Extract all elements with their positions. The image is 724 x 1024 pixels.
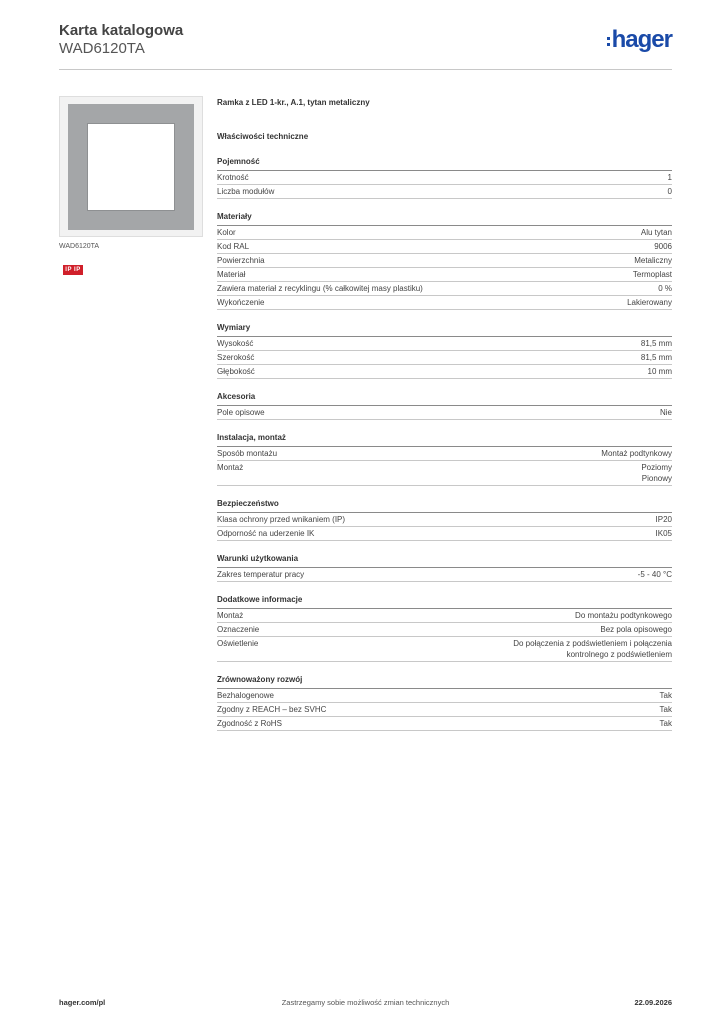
section-title: Akcesoria bbox=[217, 391, 672, 406]
spec-label: Wysokość bbox=[217, 339, 254, 348]
spec-value-line: Tak bbox=[659, 691, 672, 700]
spec-label: Oświetlenie bbox=[217, 639, 259, 648]
spec-value-line: Do połączenia z podświetleniem i połączenia bbox=[513, 639, 672, 648]
spec-row bbox=[217, 282, 672, 296]
spec-value-line: Pionowy bbox=[641, 474, 672, 483]
spec-value bbox=[634, 255, 672, 266]
section-title: Warunki użytkowania bbox=[217, 553, 672, 568]
spec-row bbox=[217, 527, 672, 541]
spec-label: Odporność na uderzenie IK bbox=[217, 529, 315, 538]
footer-website: hager.com/pl bbox=[59, 998, 106, 1007]
spec-label: Sposób montażu bbox=[217, 449, 278, 458]
section-title: Pojemność bbox=[217, 156, 672, 171]
spec-value bbox=[660, 690, 672, 701]
spec-label: Pole opisowe bbox=[217, 408, 265, 417]
spec-value bbox=[656, 514, 672, 525]
spec-value-line: Metaliczny bbox=[634, 256, 672, 265]
spec-value-line: 10 mm bbox=[647, 367, 672, 376]
spec-value bbox=[656, 528, 672, 539]
spec-row bbox=[217, 185, 672, 199]
spec-value-line: Termoplast bbox=[632, 270, 672, 279]
section-title: Bezpieczeństwo bbox=[217, 498, 672, 513]
spec-section bbox=[217, 391, 672, 420]
spec-value bbox=[627, 297, 672, 308]
spec-section bbox=[217, 498, 672, 541]
spec-row bbox=[217, 623, 672, 637]
hager-logo bbox=[607, 27, 672, 53]
spec-section bbox=[217, 211, 672, 310]
frame-outer bbox=[68, 104, 194, 230]
spec-row bbox=[217, 447, 672, 461]
spec-sections bbox=[217, 156, 672, 731]
spec-label: Zgodny z REACH – bez SVHC bbox=[217, 705, 327, 714]
spec-value-line: -5 - 40 °C bbox=[637, 570, 672, 579]
spec-value-line: Alu tytan bbox=[640, 228, 672, 237]
ip-rating-badge-icon: IP IP bbox=[63, 265, 83, 275]
logo-dots-icon bbox=[607, 37, 610, 46]
footer-date: 22.09.2026 bbox=[634, 998, 672, 1007]
spec-value bbox=[641, 227, 672, 238]
spec-label: Kod RAL bbox=[217, 242, 250, 251]
spec-label: Montaż bbox=[217, 611, 244, 620]
spec-value bbox=[660, 718, 672, 729]
spec-value bbox=[600, 624, 672, 635]
spec-label: Liczba modułów bbox=[217, 187, 275, 196]
spec-value bbox=[654, 241, 672, 252]
section-title: Instalacja, montaż bbox=[217, 432, 672, 447]
spec-value-line: Tak bbox=[659, 719, 672, 728]
spec-content bbox=[217, 96, 672, 731]
section-title: Wymiary bbox=[217, 322, 672, 337]
spec-value bbox=[575, 610, 672, 621]
page-header bbox=[59, 22, 672, 70]
spec-row bbox=[217, 296, 672, 310]
spec-label: Bezhalogenowe bbox=[217, 691, 274, 700]
spec-label: Wykończenie bbox=[217, 298, 265, 307]
spec-label: Głębokość bbox=[217, 367, 255, 376]
spec-value-line: Nie bbox=[659, 408, 672, 417]
spec-label: Zgodność z RoHS bbox=[217, 719, 282, 728]
spec-row bbox=[217, 689, 672, 703]
spec-row bbox=[217, 226, 672, 240]
spec-section bbox=[217, 674, 672, 731]
spec-row bbox=[217, 609, 672, 623]
spec-row bbox=[217, 406, 672, 420]
spec-value-line: Bez pola opisowego bbox=[600, 625, 672, 634]
spec-value-line: Montaż podtynkowy bbox=[601, 449, 672, 458]
product-image bbox=[59, 96, 203, 237]
spec-label: Materiał bbox=[217, 270, 246, 279]
document-title: Karta katalogowa bbox=[59, 22, 184, 39]
spec-row bbox=[217, 703, 672, 717]
spec-row bbox=[217, 568, 672, 582]
section-title: Dodatkowe informacje bbox=[217, 594, 672, 609]
spec-value bbox=[641, 352, 672, 363]
spec-value-line: 81,5 mm bbox=[640, 353, 672, 362]
spec-section bbox=[217, 553, 672, 582]
spec-row bbox=[217, 337, 672, 351]
product-name: Ramka z LED 1-kr., A.1, tytan metaliczny bbox=[217, 98, 370, 107]
spec-value-line: IK05 bbox=[655, 529, 672, 538]
spec-value bbox=[601, 448, 672, 459]
spec-value-line: Do montażu podtynkowego bbox=[575, 611, 672, 620]
spec-label: Klasa ochrony przed wnikaniem (IP) bbox=[217, 515, 346, 524]
spec-label: Oznaczenie bbox=[217, 625, 260, 634]
spec-value bbox=[633, 269, 672, 280]
spec-value-line: Tak bbox=[659, 705, 672, 714]
spec-row bbox=[217, 365, 672, 379]
spec-value-line: 81,5 mm bbox=[640, 339, 672, 348]
spec-row bbox=[217, 171, 672, 185]
spec-value-line: 9006 bbox=[654, 242, 672, 251]
spec-label: Powierzchnia bbox=[217, 256, 265, 265]
spec-row bbox=[217, 254, 672, 268]
spec-value bbox=[648, 366, 672, 377]
spec-section bbox=[217, 594, 672, 662]
properties-title: Właściwości techniczne bbox=[217, 132, 309, 141]
spec-value-line: 0 bbox=[667, 187, 672, 196]
logo-text: hager bbox=[611, 26, 672, 53]
spec-value bbox=[641, 462, 672, 484]
spec-value-line: kontrolnego z podświetleniem bbox=[566, 650, 672, 659]
spec-value-line: 1 bbox=[667, 173, 672, 182]
spec-value-line: IP20 bbox=[655, 515, 672, 524]
spec-label: Szerokość bbox=[217, 353, 255, 362]
spec-value bbox=[638, 569, 672, 580]
image-caption: WAD6120TA bbox=[59, 243, 100, 250]
spec-value bbox=[660, 704, 672, 715]
spec-row bbox=[217, 461, 672, 486]
spec-section bbox=[217, 432, 672, 486]
spec-value bbox=[641, 338, 672, 349]
spec-row bbox=[217, 268, 672, 282]
section-title: Zrównoważony rozwój bbox=[217, 674, 672, 689]
spec-row bbox=[217, 637, 672, 662]
spec-row bbox=[217, 351, 672, 365]
frame-inner bbox=[87, 123, 175, 211]
spec-label: Krotność bbox=[217, 173, 249, 182]
spec-value bbox=[658, 283, 672, 294]
spec-value bbox=[668, 172, 672, 183]
spec-value bbox=[660, 407, 672, 418]
footer-notice: Zastrzegamy sobie możliwość zmian technicznych bbox=[281, 998, 450, 1007]
spec-label: Montaż bbox=[217, 463, 244, 472]
spec-row bbox=[217, 513, 672, 527]
section-title: Materiały bbox=[217, 211, 672, 226]
spec-label: Zawiera materiał z recyklingu (% całkowitej masy plastiku) bbox=[217, 284, 423, 293]
spec-value-line: Poziomy bbox=[641, 463, 672, 472]
spec-value-line: Lakierowany bbox=[627, 298, 672, 307]
spec-section bbox=[217, 156, 672, 199]
spec-section bbox=[217, 322, 672, 379]
spec-value bbox=[668, 186, 672, 197]
spec-value bbox=[513, 638, 672, 660]
spec-row bbox=[217, 240, 672, 254]
spec-row bbox=[217, 717, 672, 731]
spec-label: Kolor bbox=[217, 228, 236, 237]
spec-label: Zakres temperatur pracy bbox=[217, 570, 305, 579]
document-subtitle: WAD6120TA bbox=[59, 40, 145, 57]
spec-value-line: 0 % bbox=[658, 284, 672, 293]
